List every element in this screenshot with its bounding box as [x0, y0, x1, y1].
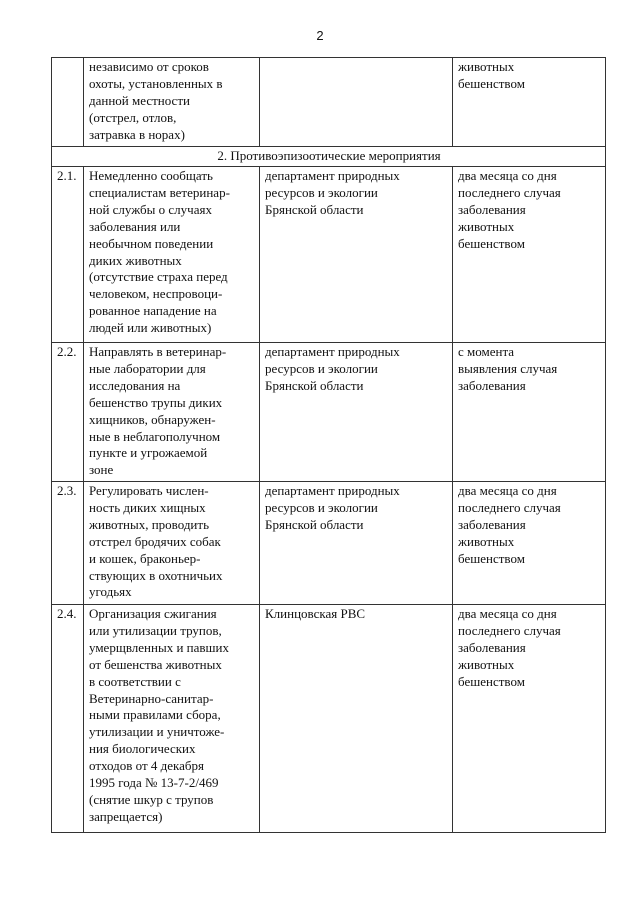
- row-number: 2.3.: [52, 482, 84, 605]
- responsible-cell: [260, 58, 453, 147]
- deadline-cell: с момента выявления случая заболевания: [453, 343, 606, 482]
- table-row: [52, 605, 606, 833]
- table-row: [52, 167, 606, 343]
- row-number: 2.4.: [52, 605, 84, 833]
- table-row: [52, 482, 606, 605]
- responsible-cell: департамент природных ресурсов и экологии Брянской области: [260, 167, 453, 343]
- action-cell: Организация сжигания или утилизации трупов, умерщвленных и павших от бешенства животных в соответствии с Ветеринарно-санитар- ными правилами сбора, утилизации и уничтоже- ния биологических отходов от 4 декабря 1995 года № 13-7-2/469 (снятие шкур с трупов запрещается): [84, 605, 260, 833]
- deadline-cell: два месяца со дня последнего случая заболевания животных бешенством: [453, 482, 606, 605]
- row-number: 2.1.: [52, 167, 84, 343]
- responsible-cell: Клинцовская РВС: [260, 605, 453, 833]
- measures-table: [51, 57, 606, 833]
- deadline-cell: два месяца со дня последнего случая заболевания животных бешенством: [453, 605, 606, 833]
- action-cell: независимо от сроков охоты, установленных в данной местности (отстрел, отлов, затравка в норах): [84, 58, 260, 147]
- action-cell: Регулировать числен- ность диких хищных животных, проводить отстрел бродячих собак и кошек, браконьер- ствующих в охотничьих угодьях: [84, 482, 260, 605]
- responsible-cell: департамент природных ресурсов и экологии Брянской области: [260, 482, 453, 605]
- section-row: [52, 147, 606, 167]
- row-number: 2.2.: [52, 343, 84, 482]
- responsible-cell: департамент природных ресурсов и экологии Брянской области: [260, 343, 453, 482]
- page-number: 2: [316, 28, 324, 43]
- row-number: [52, 58, 84, 147]
- section-title: 2. Противоэпизоотические мероприятия: [52, 147, 606, 167]
- action-cell: Направлять в ветеринар- ные лаборатории для исследования на бешенство трупы диких хищников, обнаружен- ные в неблагополучном пункте и угрожаемой зоне: [84, 343, 260, 482]
- deadline-cell: животных бешенством: [453, 58, 606, 147]
- table-row: [52, 343, 606, 482]
- table-row-continuation: [52, 58, 606, 147]
- deadline-cell: два месяца со дня последнего случая заболевания животных бешенством: [453, 167, 606, 343]
- action-cell: Немедленно сообщать специалистам ветеринар- ной службы о случаях заболевания или необычном поведении диких животных (отсутствие страха перед человеком, неспровоци- рованное нападение на людей или животных): [84, 167, 260, 343]
